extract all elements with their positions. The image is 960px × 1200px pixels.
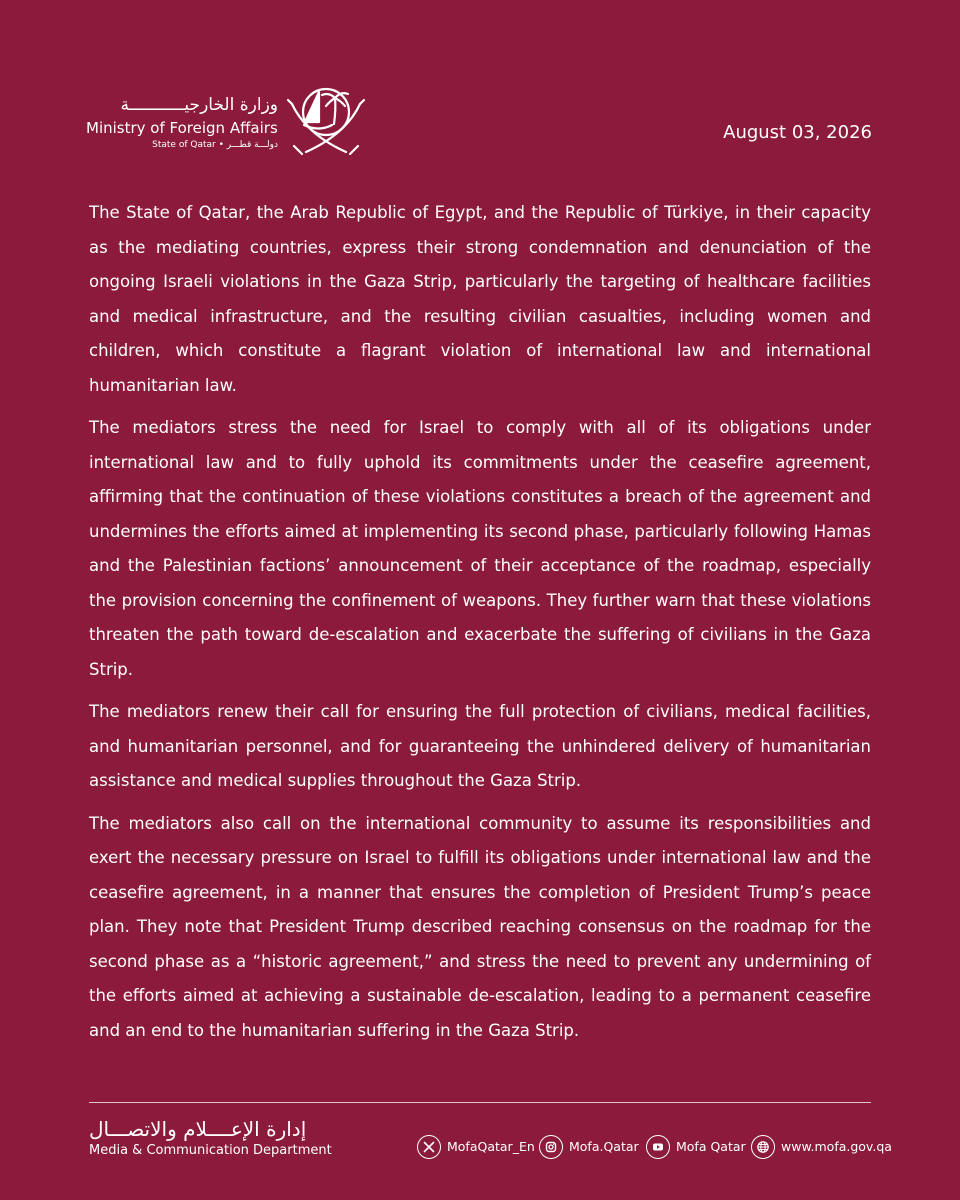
department-name-arabic: إدارة الإعــــلام والاتصـــال — [89, 1117, 307, 1141]
social-youtube-link[interactable] — [646, 1134, 746, 1160]
qatar-emblem-icon — [286, 74, 366, 158]
social-website-label: www.mofa.gov.qa — [781, 1139, 892, 1154]
globe-icon — [751, 1135, 775, 1159]
social-links — [417, 1134, 892, 1160]
department-label — [89, 1117, 332, 1167]
paragraph-4: The mediators also call on the international community to assume its responsibilities and exert the necessary pressure on Israel to fulfill its obligations under international law and the ceasefire agreement, in a manner that ensures the completion of President Trump’s peace plan. They note that President Trump described reaching consensus on the roadmap for the second phase as a “historic agreement,” and stress the need to prevent any undermining of the efforts aimed at achieving a sustainable de-escalation, leading to a permanent ceasefire and an end to the humanitarian suffering in the Gaza Strip. — [89, 813, 871, 1040]
paragraph-1: The State of Qatar, the Arab Republic of Egypt, and the Republic of Türkiye, in their capacity as the mediating countries, express their strong condemnation and denunciation of the ongoing Israeli violations in the Gaza Strip, particularly the targeting of healthcare facilities and medical infrastructure, and the resulting civilian casualties, including women and children, which constitute a flagrant violation of international law and international humanitarian law. — [89, 203, 871, 395]
statement-date: August 03, 2026 — [723, 122, 872, 143]
footer-divider — [89, 1102, 871, 1103]
header — [0, 0, 960, 180]
social-youtube-label: Mofa Qatar — [676, 1139, 746, 1154]
ministry-logo-text — [84, 95, 278, 157]
social-x-link[interactable] — [417, 1134, 535, 1160]
x-icon — [417, 1135, 441, 1159]
department-name-english: Media & Communication Department — [89, 1143, 332, 1158]
ministry-subline: State of Qatar • دولـــة قطـــر — [152, 140, 278, 150]
statement-body — [89, 196, 871, 1056]
social-x-label: MofaQatar_En — [447, 1139, 535, 1154]
youtube-icon — [646, 1135, 670, 1159]
ministry-name-english: Ministry of Foreign Affairs — [86, 119, 278, 137]
paragraph-3: The mediators renew their call for ensuring the full protection of civilians, medical facilities, and humanitarian personnel, and for guaranteeing the unhindered delivery of humanitarian assistance and medical supplies throughout the Gaza Strip. — [89, 702, 871, 790]
social-website-link[interactable] — [751, 1134, 892, 1160]
ministry-name-arabic: وزارة الخارجيـــــــــــة — [120, 95, 278, 115]
social-instagram-label: Mofa.Qatar — [569, 1139, 639, 1154]
instagram-icon — [539, 1135, 563, 1159]
paragraph-2: The mediators stress the need for Israel to comply with all of its obligations under international law and to fully uphold its commitments under the ceasefire agreement, affirming that the continuation of these violations constitutes a breach of the agreement and undermines the efforts aimed at implementing its second phase, particularly following Hamas and the Palestinian factions’ announcement of their acceptance of the roadmap, especially the provision concerning the confinement of weapons. They further warn that these violations threaten the path toward de-escalation and exacerbate the suffering of civilians in the Gaza Strip. — [89, 418, 871, 679]
social-instagram-link[interactable] — [539, 1134, 639, 1160]
